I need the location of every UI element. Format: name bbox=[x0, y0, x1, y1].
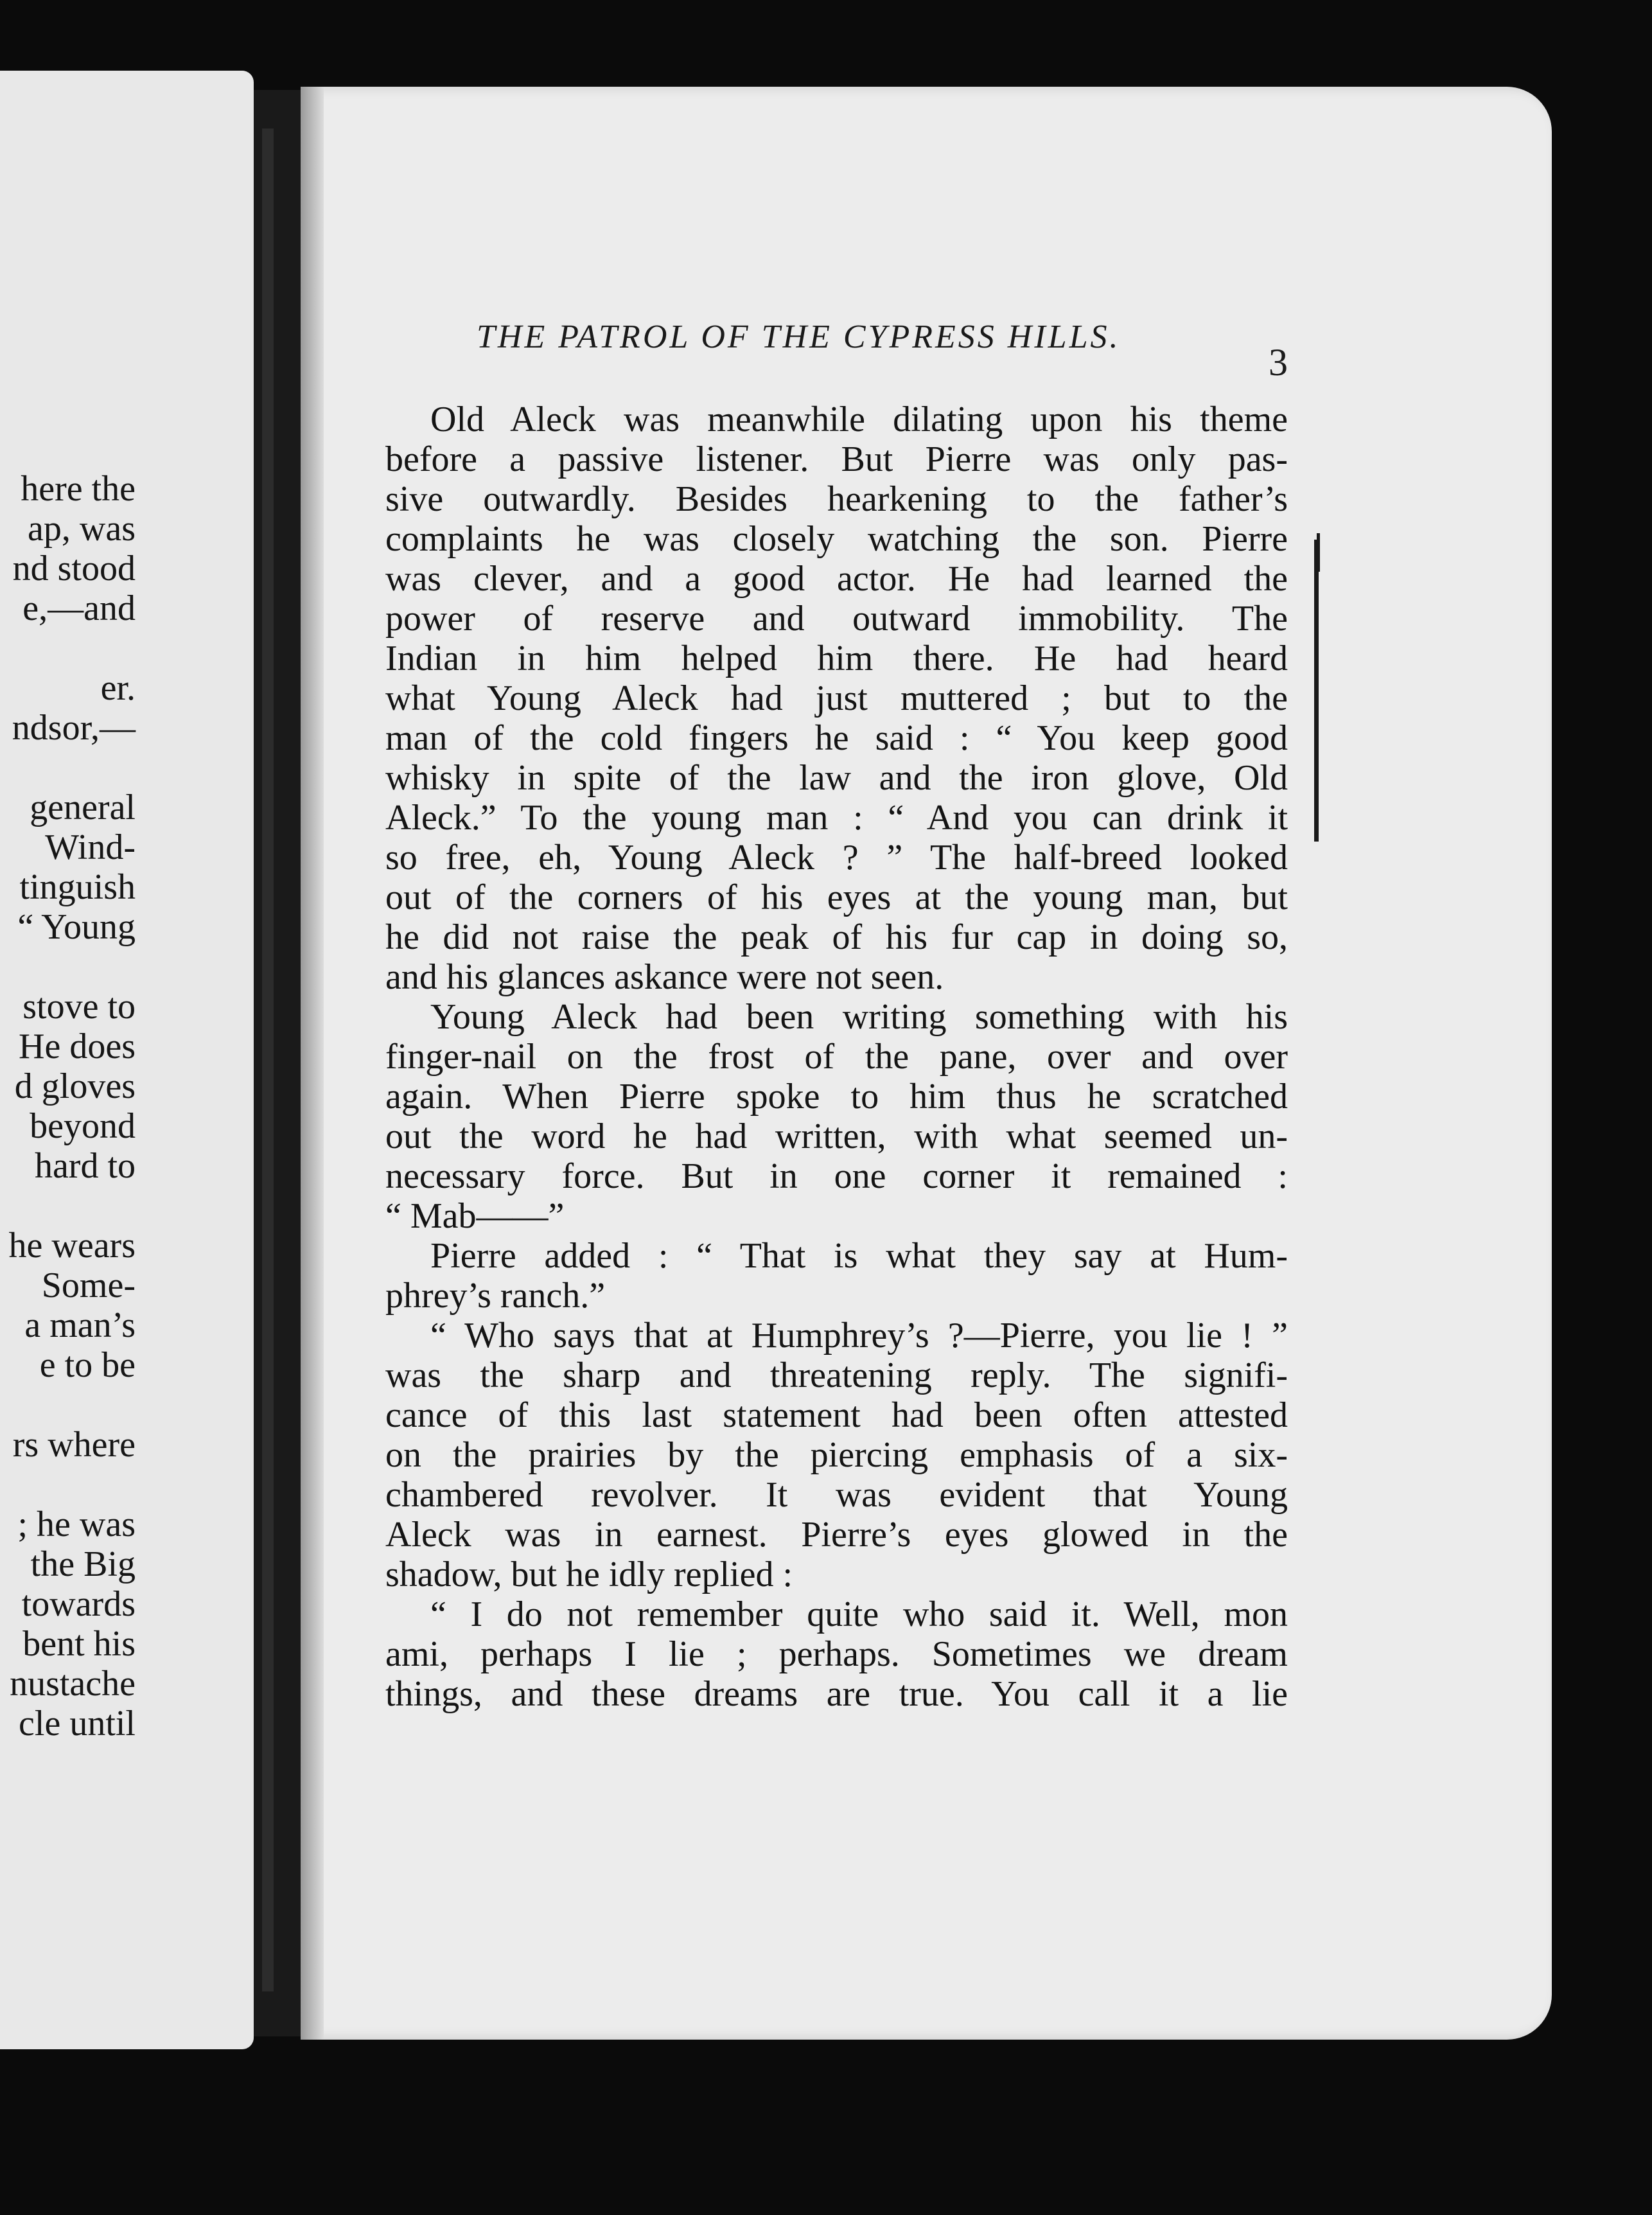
text-line: sive outwardly. Besides hearkening to the father’s bbox=[385, 479, 1288, 519]
text-line: man of the cold fingers he said : “ You keep good bbox=[385, 718, 1288, 758]
left-gap bbox=[0, 947, 136, 987]
text-line: so free, eh, Young Aleck ? ” The half-breed looked bbox=[385, 838, 1288, 878]
left-line: towards bbox=[21, 1584, 136, 1624]
text-line: Aleck.” To the young man : “ And you can drink it bbox=[385, 798, 1288, 838]
left-line: beyond bbox=[30, 1106, 136, 1146]
text-line: shadow, but he idly replied : bbox=[385, 1555, 793, 1594]
text-line: on the prairies by the piercing emphasis of a six- bbox=[385, 1435, 1288, 1475]
left-gap bbox=[0, 628, 136, 668]
left-line: “ Young bbox=[17, 907, 136, 947]
text-line: Pierre added : “ That is what they say at Hum- bbox=[430, 1236, 1288, 1276]
text-line: “ Mab——” bbox=[385, 1196, 565, 1236]
left-page-text bbox=[0, 469, 136, 1743]
margin-mark bbox=[1314, 540, 1319, 842]
text-line: “ Who says that at Humphrey’s ?—Pierre, you lie ! ” bbox=[430, 1316, 1288, 1355]
left-line: he wears bbox=[8, 1226, 136, 1266]
text-line: Indian in him helped him there. He had heard bbox=[385, 639, 1288, 678]
page-spine-shadow bbox=[301, 87, 324, 2040]
left-line: bent his bbox=[22, 1624, 136, 1664]
left-line: ndsor,— bbox=[12, 708, 136, 748]
left-gap bbox=[0, 1186, 136, 1226]
left-line: er. bbox=[100, 668, 136, 708]
text-line: finger-nail on the frost of the pane, over and over bbox=[385, 1037, 1288, 1077]
left-line: Wind- bbox=[45, 827, 136, 867]
left-line: ap, was bbox=[28, 509, 136, 549]
left-line: e to be bbox=[39, 1345, 136, 1385]
text-line: out of the corners of his eyes at the young man, but bbox=[385, 878, 1288, 917]
left-line: ; he was bbox=[17, 1505, 136, 1544]
left-page bbox=[0, 71, 254, 2049]
text-line: things, and these dreams are true. You call it a lie bbox=[385, 1674, 1288, 1714]
text-line: he did not raise the peak of his fur cap in doing so, bbox=[385, 917, 1288, 957]
text-line: was the sharp and threatening reply. The signifi- bbox=[385, 1355, 1288, 1395]
text-line: what Young Aleck had just muttered ; but to the bbox=[385, 678, 1288, 718]
left-line: rs where bbox=[12, 1425, 136, 1465]
text-line: chambered revolver. It was evident that Young bbox=[385, 1475, 1288, 1515]
left-line: a man’s bbox=[24, 1305, 136, 1345]
text-line: cance of this last statement had been often attested bbox=[385, 1395, 1288, 1435]
left-line: general bbox=[30, 788, 136, 827]
left-line: stove to bbox=[22, 987, 136, 1027]
left-line: nustache bbox=[10, 1664, 136, 1704]
left-line: hard to bbox=[34, 1146, 136, 1186]
running-head: THE PATROL OF THE CYPRESS HILLS. bbox=[477, 319, 1121, 355]
binding-edge bbox=[262, 128, 274, 1991]
left-line: e,—and bbox=[22, 588, 136, 628]
text-line: and his glances askance were not seen. bbox=[385, 957, 944, 997]
text-line: Young Aleck had been writing something with his bbox=[430, 997, 1288, 1037]
text-line: complaints he was closely watching the son. Pierre bbox=[385, 519, 1288, 559]
text-line: was clever, and a good actor. He had learned the bbox=[385, 559, 1288, 599]
text-line: ami, perhaps I lie ; perhaps. Sometimes we dream bbox=[385, 1634, 1288, 1674]
left-line: the Big bbox=[30, 1544, 136, 1584]
text-line: again. When Pierre spoke to him thus he scratched bbox=[385, 1077, 1288, 1116]
text-line: necessary force. But in one corner it remained : bbox=[385, 1156, 1288, 1196]
text-line: power of reserve and outward immobility. The bbox=[385, 599, 1288, 639]
text-line: Old Aleck was meanwhile dilating upon his theme bbox=[430, 400, 1288, 439]
left-line: nd stood bbox=[12, 549, 136, 588]
text-line: “ I do not remember quite who said it. Well, mon bbox=[430, 1594, 1288, 1634]
left-line: Some- bbox=[41, 1266, 136, 1305]
text-line: out the word he had written, with what seemed un- bbox=[385, 1116, 1288, 1156]
left-gap bbox=[0, 1385, 136, 1425]
text-line: phrey’s ranch.” bbox=[385, 1276, 606, 1316]
text-line: Aleck was in earnest. Pierre’s eyes glowed in the bbox=[385, 1515, 1288, 1555]
left-line: tinguish bbox=[19, 867, 136, 907]
left-gap bbox=[0, 1465, 136, 1505]
body-text bbox=[385, 400, 1288, 1714]
left-line: cle until bbox=[19, 1704, 136, 1743]
left-gap bbox=[0, 748, 136, 788]
book-gutter bbox=[254, 90, 304, 2036]
page-number: 3 bbox=[1269, 341, 1288, 384]
left-line: d gloves bbox=[14, 1066, 136, 1106]
left-line: He does bbox=[19, 1027, 136, 1066]
text-line: whisky in spite of the law and the iron glove, Old bbox=[385, 758, 1288, 798]
left-line: here the bbox=[21, 469, 136, 509]
text-line: before a passive listener. But Pierre was only pas- bbox=[385, 439, 1288, 479]
